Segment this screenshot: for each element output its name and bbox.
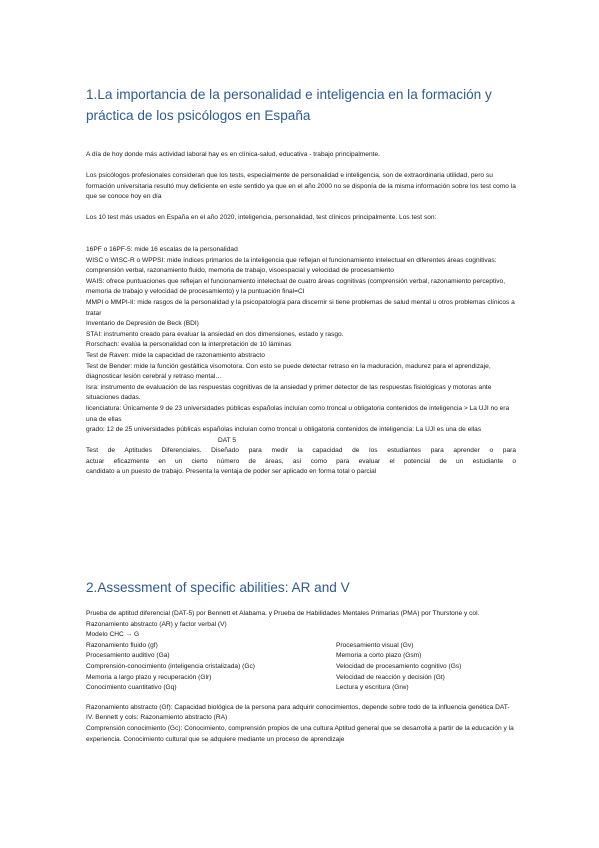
section-2-body [86,609,516,745]
gf-paragraph: Razonamiento abstracto (Gf): Capacidad biológica de la persona para adquirir conocimientos, depende sobre todo de la influencia genética DAT-IV. Bennett y cols: Razonamiento abstracto (RA) [86,703,510,722]
list-item: WAIS: ofrece puntuaciones que reflejan el funcionamiento intelectual de cuatro áreas cognitivas (comprensión verbal, razonamiento perceptivo, memoria de trabajo y velocidad de procesamiento) y la puntuación final=CI [86,277,506,296]
list-item: Rorschach: evalúa la personalidad con la interpretación de 10 láminas [86,341,292,349]
list-item: Inventario de Depresión de Beck (BDI) [86,320,199,328]
intro-paragraph: A día de hoy donde más actividad laboral hay es en clínica-salud, educativa - trabajo principalmente. [86,151,380,158]
section-1-paragraph-2 [86,171,516,203]
list-item: 16PF o 16PF-5: mide 16 escalas de la personalidad [86,246,238,253]
grid-cell: Velocidad de procesamiento cognitivo (Gs) [336,662,462,670]
list-item: Test de Raven: mide la capacidad de razonamiento abstracto [86,351,265,359]
list-item: STAI: instrumento creado para evaluar la ansiedad en dos dimensiones, estado y rasgo. [86,330,344,338]
dat-text-line: candidato a un puesto de trabajo. Presenta la ventaja de poder ser aplicado en forma total o parcial [86,468,377,476]
grid-cell: Lectura y escritura (Grw) [336,684,409,692]
grid-cell: Memoria a corto plazo (Gsm) [336,652,422,660]
list-item: WISC o WISC-R o WPPSI: mide índices primarios de la inteligencia que reflejan el funcionamiento intelectual en diferentes áreas cognitivas: comprensión verbal, razonamiento fluido, memoria de trabajo, visoespacial y velocidad de procesamiento [86,256,497,275]
dat-text-line: Test de Aptitudes Diferenciales. Diseñado para medir la capacidad de los estudiantes para aprender o para [86,447,516,455]
top-tests-paragraph: Los 10 test más usados en España en el año 2020, inteligencia, personalidad, test clínicos principalmente. Los test son: [86,214,437,221]
gc-paragraph: Comprensión conocimiento (Gc): Conocimiento, comprensión propios de una cultura Aptitud general que se desarrolla a partir de la educación y la experiencia. Conocimiento cultural que se adquiere mediante un proceso de aprendizaje [86,724,514,743]
chc-abilities-grid [86,641,516,694]
grid-cell: Memoria a largo plazo y recuperación (Glr) [86,673,212,681]
list-item: Isra: instrumento de evaluación de las respuestas cognitivas de la ansiedad y primer detector de las respuestas fisiológicas y motoras ante situaciones dadas. [86,383,492,402]
dat-title: DAT 5 [218,436,237,444]
chc-model-line: Modelo CHC → G [86,631,140,639]
section-1-heading: 1.La importancia de la personalidad e inteligencia en la formación y práctica de los psicólogos en España [86,87,492,123]
list-item: MMPI o MMPI-II: mide rasgos de la personalidad y la psicopatología para discernir si tiene problemas de salud mental u otros problemas clínicos a tratar [86,298,515,317]
grid-cell: Procesamiento auditivo (Ga) [86,652,170,660]
list-item: grado: 12 de 25 universidades públicas españolas incluían como troncal u obligatoria contenidos de inteligencia: La UJI es una de ellas [86,426,482,434]
section-1-intro [86,150,516,161]
dat-text-line: actuar eficazmente en un cierto número de áreas, así como para evaluar el potencial de un estudiante o [86,457,516,465]
list-item: licenciatura: Únicamente 9 de 23 universidades públicas españolas incluían como troncal u obligatoria contenidos de inteligencia > La UJI no era una de ellas [86,404,510,423]
grid-cell: Conocimiento cuantitativo (Gq) [86,684,177,692]
grid-cell: Velocidad de reacción y decisión (Gt) [336,673,445,681]
tests-paragraph: Prueba de aptitud diferencial (DAT-5) por Bennett et Alabama. y Prueba de Habilidades Mentales Primarias (PMA) por Thurstone y col. Razonamiento abstracto (AR) y factor verbal (V) [86,610,480,628]
section-1-paragraph-3 [86,213,516,224]
list-item: Test de Bender: mide la función gestáltica visomotora. Con esto se puede detectar retraso en la maduración, madurez para el aprendizaje, diagnosticar lesión cerebral y retraso mental… [86,362,491,381]
grid-cell: Comprensión-conocimiento (inteligencia cristalizada) (Gc) [86,662,255,670]
training-paragraph: Los psicólogos profesionales consideran que los tests, especialmente de personalidad e inteligencia, son de extraordinaria utilidad, pero su formación universitaria resultó muy deficiente en este sentido ya que en el año 2000 no se disponía de la misma información sobre los test como la que se conoce hoy en día [86,172,516,201]
tests-list [86,245,516,478]
grid-cell: Razonamiento fluido (gf) [86,641,158,649]
section-2-heading: 2.Assessment of specific abilities: AR and V [86,580,350,595]
grid-cell: Procesamiento visual (Gv) [336,641,414,649]
